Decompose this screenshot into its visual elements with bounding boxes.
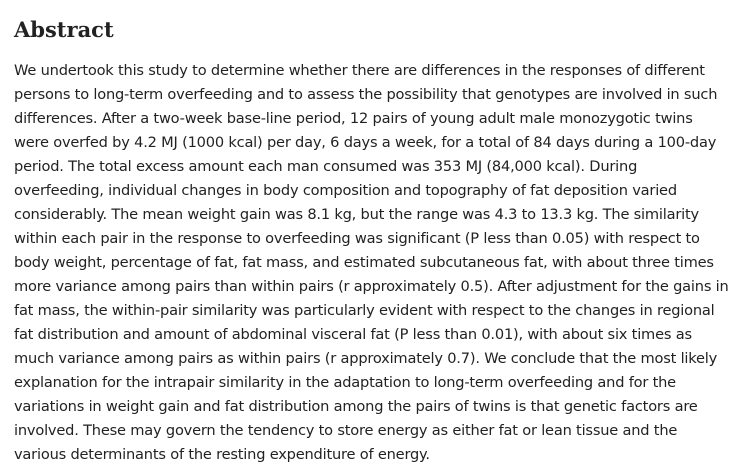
- abstract-heading: Abstract: [14, 17, 114, 42]
- abstract-section: [14, 16, 730, 467]
- abstract-body-text: We undertook this study to determine whether there are differences in the responses of different persons to long-term overfeeding and to assess the possibility that genotypes are involved in such differences. After a two-week base-line period, 12 pairs of young adult male monozygotic twins were overfed by 4.2 MJ (1000 kcal) per day, 6 days a week, for a total of 84 days during a 100-day period. The total excess amount each man consumed was 353 MJ (84,000 kcal). During overfeeding, individual changes in body composition and topography of fat deposition varied considerably. The mean weight gain was 8.1 kg, but the range was 4.3 to 13.3 kg. The similarity within each pair in the response to overfeeding was significant (P less than 0.05) with respect to body weight, percentage of fat, fat mass, and estimated subcutaneous fat, with about three times more variance among pairs than within pairs (r approximately 0.5). After adjustment for the gains in fat mass, the within-pair similarity was particularly evident with respect to the changes in regional fat distribution and amount of abdominal visceral fat (P less than 0.01), with about six times as much variance among pairs as within pairs (r approximately 0.7). We conclude that the most likely explanation for the intrapair similarity in the adaptation to long-term overfeeding and for the variations in weight gain and fat distribution among the pairs of twins is that genetic factors are involved. These may govern the tendency to store energy as either fat or lean tissue and the various determinants of the resting expenditure of energy.: [14, 62, 729, 463]
